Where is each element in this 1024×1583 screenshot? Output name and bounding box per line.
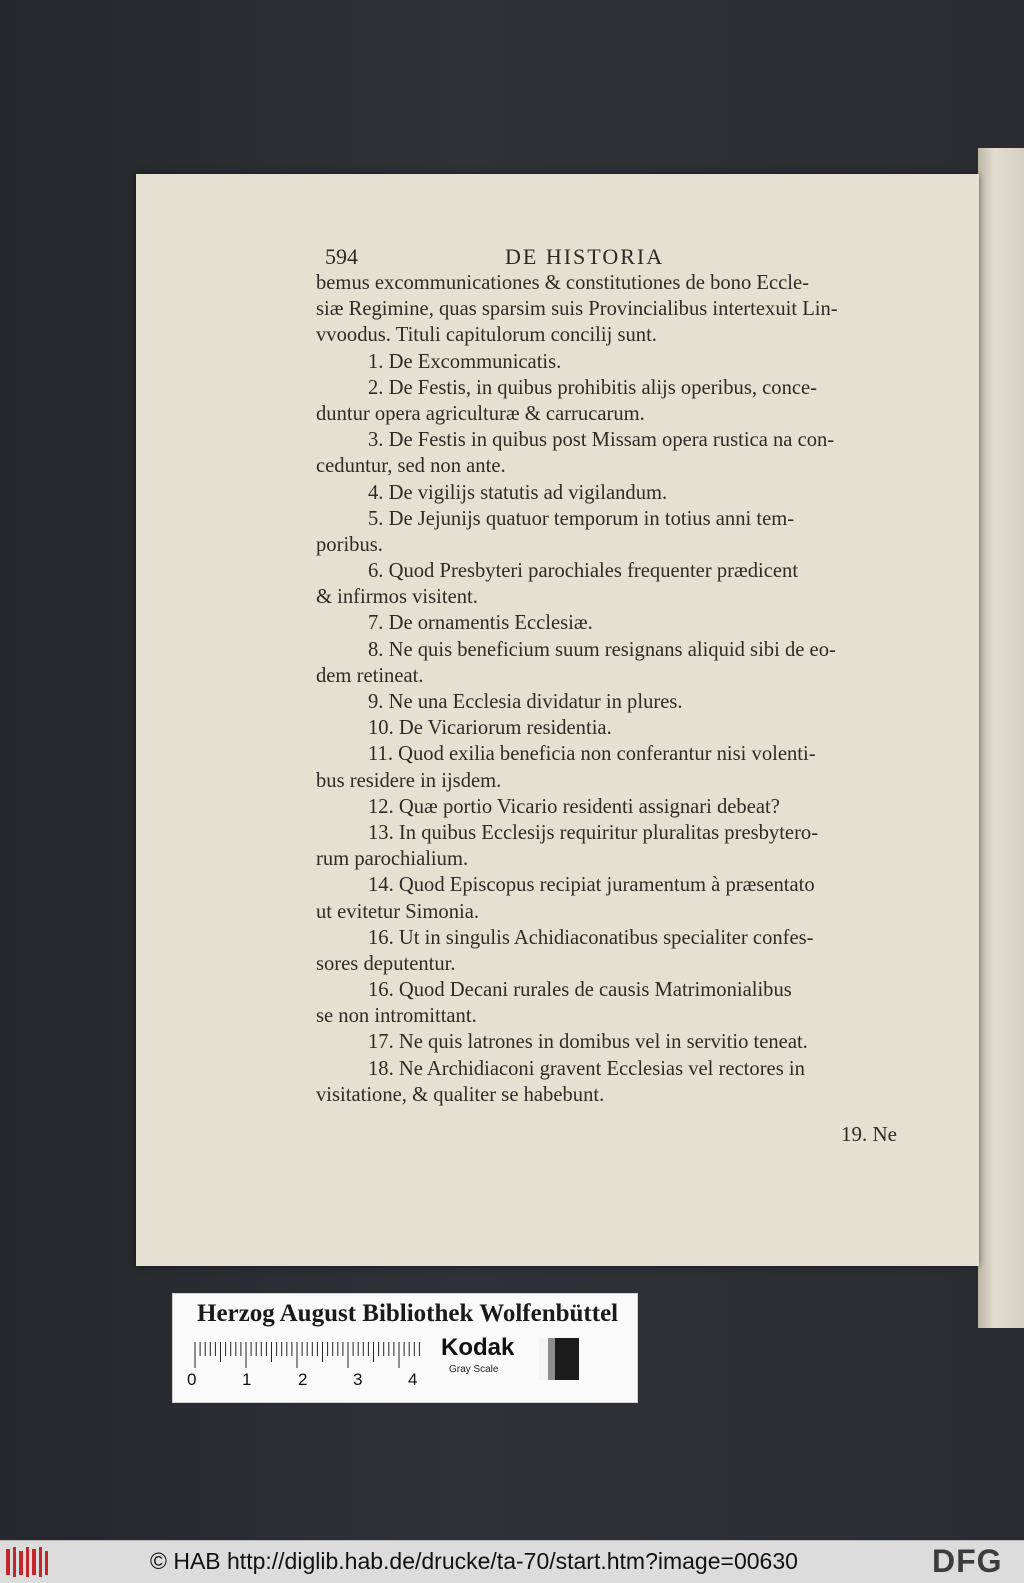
text-line: 12. Quæ portio Vicario residenti assignari debeat?: [368, 795, 780, 818]
text-line: 14. Quod Episcopus recipiat juramentum à præsentato: [368, 874, 815, 897]
text-line: & infirmos visitent.: [316, 586, 478, 609]
text-line: 6. Quod Presbyteri parochiales frequenter prædicent: [368, 560, 799, 583]
text-line: 2. De Festis, in quibus prohibitis alijs operibus, conce-: [368, 376, 818, 399]
text-line: 3. De Festis in quibus post Missam opera rustica na con-: [368, 429, 835, 452]
text-line: se non intromittant.: [316, 1005, 477, 1028]
text-line: rum parochialium.: [316, 848, 469, 871]
text-line: vvoodus. Tituli capitulorum concilij sunt.: [316, 324, 657, 347]
scanned-page: [136, 174, 979, 1266]
text-line: duntur opera agriculturæ & carrucarum.: [316, 402, 645, 425]
ruler-number: 1: [242, 1370, 252, 1389]
kodak-logo: Kodak: [441, 1334, 515, 1361]
library-name: Herzog August Bibliothek Wolfenbüttel: [197, 1300, 619, 1327]
dfg-logo: DFG: [932, 1543, 1003, 1579]
text-line: visitatione, & qualiter se habebunt.: [316, 1083, 605, 1106]
text-line: 17. Ne quis latrones in domibus vel in servitio teneat.: [368, 1031, 808, 1054]
ruler-numbers: [187, 1370, 437, 1390]
text-line: bemus excommunicationes & constitutiones de bono Eccle-: [316, 272, 809, 294]
text-line: 8. Ne quis beneficium suum resignans aliquid sibi de eo-: [368, 638, 836, 661]
text-line: sores deputentur.: [316, 952, 456, 975]
text-line: 1. De Excommunicatis.: [368, 350, 562, 373]
text-line: 18. Ne Archidiaconi gravent Ecclesias vel rectores in: [368, 1057, 805, 1080]
ruler-number: 3: [353, 1370, 363, 1389]
text-line: 16. Ut in singulis Achidiaconatibus specialiter confes-: [368, 926, 814, 949]
text-line: 9. Ne una Ecclesia dividatur in plures.: [368, 691, 683, 713]
text-line: 7. De ornamentis Ecclesiæ.: [368, 612, 593, 635]
page-number: 594: [325, 244, 358, 269]
ruler-number: 0: [187, 1370, 197, 1389]
hab-logo-icon: [5, 1545, 49, 1579]
kodak-subtitle: Gray Scale: [449, 1364, 499, 1375]
text-line: 16. Quod Decani rurales de causis Matrimonialibus: [368, 979, 792, 1002]
copyright-link[interactable]: © HAB http://diglib.hab.de/drucke/ta-70/start.htm?image=00630: [150, 1548, 798, 1574]
text-line: 10. De Vicariorum residentia.: [368, 717, 612, 740]
ruler-number: 4: [408, 1370, 418, 1389]
color-scale-card: [172, 1293, 638, 1403]
ruler-number: 2: [298, 1370, 308, 1389]
footer-bar: [0, 1540, 1024, 1583]
text-line: 13. In quibus Ecclesijs requiritur pluralitas presbytero-: [368, 821, 819, 844]
gray-scale-patch: [539, 1338, 579, 1380]
text-line: ut evitetur Simonia.: [316, 900, 480, 923]
next-page-edge: [978, 148, 1024, 1328]
text-line: 11. Quod exilia beneficia non conferantur nisi volenti-: [368, 743, 816, 766]
text-line: ceduntur, sed non ante.: [316, 455, 506, 478]
text-line: siæ Regimine, quas sparsim suis Provincialibus intertexuit Lin-: [316, 298, 838, 321]
text-line: 4. De vigilijs statutis ad vigilandum.: [368, 481, 668, 504]
text-line: 5. De Jejunijs quatuor temporum in totius anni tem-: [368, 507, 795, 530]
text-line: dem retineat.: [316, 664, 424, 687]
running-title: DE HISTORIA: [505, 244, 665, 269]
page-text: [316, 270, 916, 1108]
catchword: 19. Ne: [841, 1122, 897, 1146]
text-line: poribus.: [316, 533, 383, 556]
text-line: bus residere in ijsdem.: [316, 769, 502, 792]
